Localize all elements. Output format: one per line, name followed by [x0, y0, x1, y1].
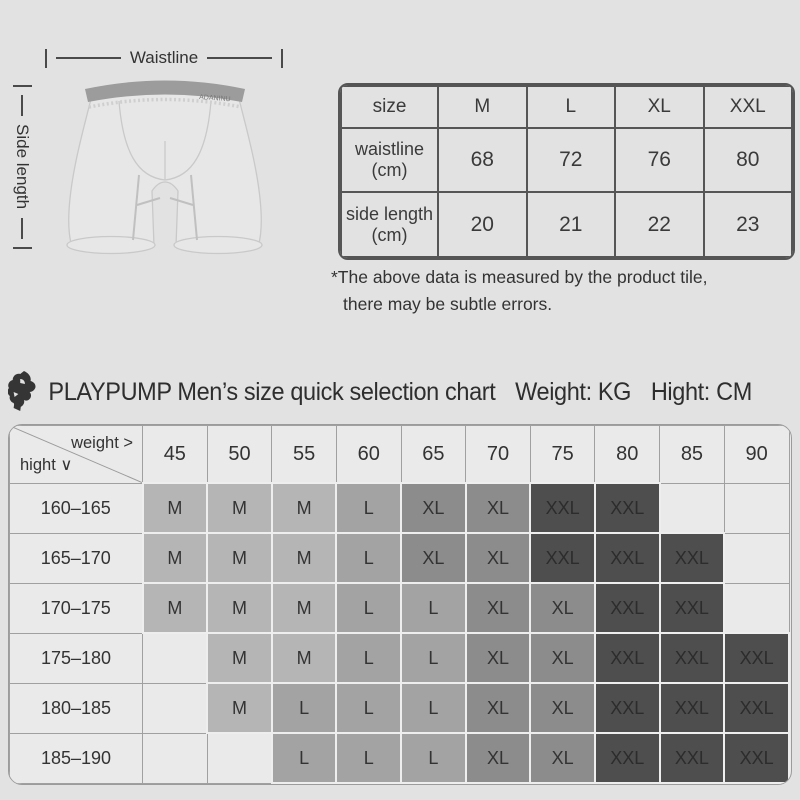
- size-cell-xl: XL: [466, 533, 531, 583]
- size-cell-l: L: [272, 733, 337, 783]
- size-cell-m: M: [272, 533, 337, 583]
- matrix-row: [10, 633, 790, 683]
- size-cell-xxl: XXL: [724, 683, 789, 733]
- size-cell-xxl: XXL: [530, 483, 595, 533]
- matrix-row: [10, 533, 790, 583]
- size-cell-xxl: XXL: [595, 683, 660, 733]
- measurement-value-cell: 76: [615, 128, 704, 192]
- size-cell-empty: [143, 633, 208, 683]
- size-cell-xxl: XXL: [660, 583, 725, 633]
- size-cell-xxl: XXL: [595, 483, 660, 533]
- size-cell-m: M: [143, 583, 208, 633]
- measurement-value-cell: 80: [704, 128, 793, 192]
- size-cell-m: M: [272, 583, 337, 633]
- size-cell-m: M: [143, 483, 208, 533]
- weight-unit-label: Weight: KG: [515, 377, 632, 406]
- size-header-cell: XL: [615, 86, 704, 128]
- size-cell-xxl: XXL: [530, 533, 595, 583]
- hight-unit-label: Hight: CM: [650, 377, 752, 406]
- selection-chart-title: PLAYPUMP Men’s size quick selection chart: [48, 377, 496, 406]
- measure-tick: [45, 49, 47, 68]
- size-cell-xl: XL: [530, 633, 595, 683]
- height-range-cell: 160–165: [10, 483, 143, 533]
- size-header-cell: L: [527, 86, 616, 128]
- weight-header-cell: 60: [336, 426, 401, 484]
- size-label-cell: size: [341, 86, 438, 128]
- measurement-value-cell: 22: [615, 192, 704, 257]
- matrix-row: [10, 733, 790, 783]
- size-cell-l: L: [336, 633, 401, 683]
- size-cell-empty: [143, 733, 208, 783]
- measure-line: [21, 95, 23, 116]
- matrix-row: [10, 483, 790, 533]
- size-cell-empty: [724, 533, 789, 583]
- right-leg-hem: [174, 237, 262, 254]
- hight-axis-label: hight ∨: [20, 455, 73, 474]
- weight-axis-label: weight >: [71, 434, 133, 452]
- footnote-line2: there may be subtle errors.: [343, 294, 553, 315]
- size-cell-xxl: XXL: [660, 533, 725, 583]
- size-cell-empty: [143, 683, 208, 733]
- measure-line: [56, 57, 121, 59]
- size-cell-m: M: [272, 633, 337, 683]
- measure-tick: [13, 85, 32, 87]
- weight-header-cell: 50: [207, 426, 272, 484]
- side-length-measure: [9, 85, 35, 249]
- size-table: [338, 83, 795, 260]
- height-range-cell: 175–180: [10, 633, 143, 683]
- weight-header-cell: 55: [272, 426, 337, 484]
- size-cell-xl: XL: [530, 733, 595, 783]
- size-cell-empty: [724, 583, 789, 633]
- size-cell-xl: XL: [466, 683, 531, 733]
- size-cell-xxl: XXL: [595, 583, 660, 633]
- measurement-value-cell: 21: [527, 192, 616, 257]
- size-cell-l: L: [401, 583, 466, 633]
- height-range-cell: 165–170: [10, 533, 143, 583]
- size-cell-m: M: [207, 683, 272, 733]
- size-cell-empty: [207, 733, 272, 783]
- waistline-measure: [45, 46, 283, 70]
- size-cell-l: L: [336, 483, 401, 533]
- boxer-briefs-drawing: [63, 69, 267, 255]
- measure-tick: [13, 247, 32, 249]
- size-cell-l: L: [401, 633, 466, 683]
- measurement-value-cell: 68: [438, 128, 527, 192]
- size-cell-xl: XL: [401, 483, 466, 533]
- size-cell-l: L: [272, 683, 337, 733]
- size-cell-m: M: [272, 483, 337, 533]
- size-selection-matrix: [8, 424, 792, 785]
- size-cell-empty: [660, 483, 725, 533]
- size-cell-xxl: XXL: [660, 733, 725, 783]
- size-cell-xl: XL: [466, 583, 531, 633]
- matrix-row: [10, 583, 790, 633]
- size-cell-xl: XL: [530, 683, 595, 733]
- size-cell-xl: XL: [466, 483, 531, 533]
- weight-header-cell: 80: [595, 426, 660, 484]
- size-cell-xl: XL: [401, 533, 466, 583]
- size-cell-empty: [724, 483, 789, 533]
- size-cell-l: L: [336, 533, 401, 583]
- waistline-label: Waistline: [129, 48, 199, 67]
- size-cell-l: L: [336, 583, 401, 633]
- matrix-corner-cell: [10, 426, 143, 484]
- size-cell-xxl: XXL: [660, 683, 725, 733]
- left-leg-hem: [67, 237, 155, 254]
- weight-header-cell: 90: [724, 426, 789, 484]
- size-cell-xxl: XXL: [660, 633, 725, 683]
- measurement-value-cell: 72: [527, 128, 616, 192]
- measurement-label-cell: side length (cm): [341, 192, 438, 257]
- size-cell-m: M: [207, 633, 272, 683]
- selection-chart-header: [8, 369, 760, 415]
- height-range-cell: 180–185: [10, 683, 143, 733]
- size-header-cell: XXL: [704, 86, 793, 128]
- weight-header-cell: 65: [401, 426, 466, 484]
- size-cell-xxl: XXL: [724, 633, 789, 683]
- size-cell-l: L: [401, 733, 466, 783]
- size-cell-xxl: XXL: [724, 733, 789, 783]
- rabbit-logo-icon: [8, 370, 36, 414]
- footnote-line1: *The above data is measured by the product tile,: [331, 267, 708, 287]
- size-cell-m: M: [207, 583, 272, 633]
- size-cell-m: M: [207, 533, 272, 583]
- measurement-value-cell: 20: [438, 192, 527, 257]
- matrix-row: [10, 683, 790, 733]
- measurement-value-cell: 23: [704, 192, 793, 257]
- size-cell-xxl: XXL: [595, 633, 660, 683]
- measure-tick: [281, 49, 283, 68]
- size-cell-m: M: [207, 483, 272, 533]
- footnote: [331, 264, 796, 318]
- height-range-cell: 170–175: [10, 583, 143, 633]
- waistband-brand-text: ADANINU: [198, 94, 231, 104]
- size-cell-l: L: [401, 683, 466, 733]
- size-cell-xxl: XXL: [595, 533, 660, 583]
- weight-header-cell: 85: [660, 426, 725, 484]
- weight-header-cell: 75: [530, 426, 595, 484]
- size-header-cell: M: [438, 86, 527, 128]
- size-cell-xl: XL: [466, 733, 531, 783]
- size-cell-xxl: XXL: [595, 733, 660, 783]
- weight-header-cell: 45: [143, 426, 208, 484]
- size-cell-l: L: [336, 683, 401, 733]
- measurement-label-cell: waistline (cm): [341, 128, 438, 192]
- size-cell-xl: XL: [466, 633, 531, 683]
- weight-header-cell: 70: [466, 426, 531, 484]
- size-cell-m: M: [143, 533, 208, 583]
- side-length-label: Side length: [13, 124, 32, 210]
- measure-line: [207, 57, 272, 59]
- size-cell-xl: XL: [530, 583, 595, 633]
- size-cell-l: L: [336, 733, 401, 783]
- measure-line: [21, 218, 23, 239]
- height-range-cell: 185–190: [10, 733, 143, 783]
